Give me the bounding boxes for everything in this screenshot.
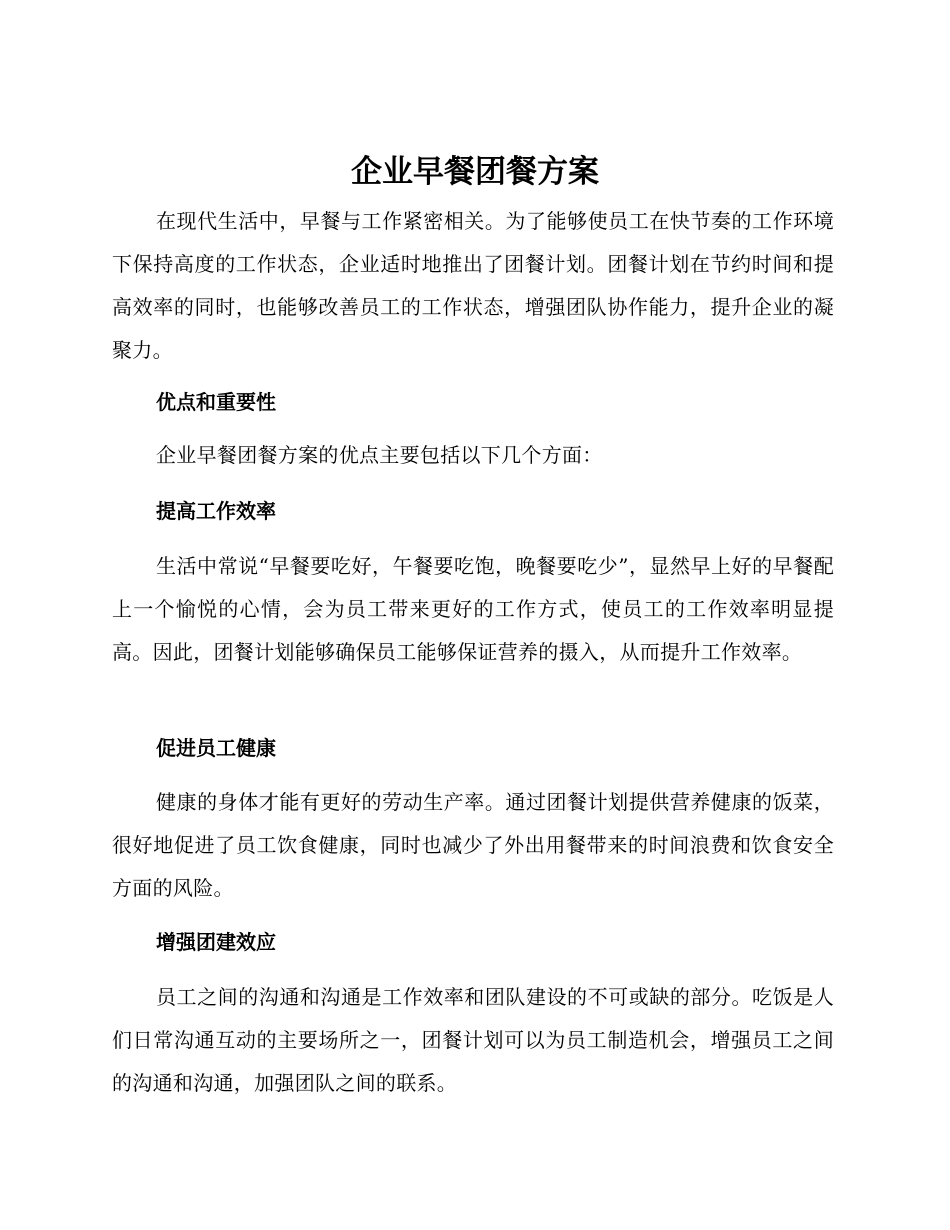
efficiency-paragraph: 生活中常说“早餐要吃好，午餐要吃饱，晚餐要吃少”，显然早上好的早餐配上一个愉悦的心情，会为员工带来更好的工作方式，使员工的工作效率明显提高。因此，团餐计划能够确保员工能够保证营养的摄入，从而提升工作效率。 — [112, 554, 834, 664]
section-heading-teambuilding: 增强团建效应 — [156, 930, 276, 954]
section-heading-efficiency: 提高工作效率 — [156, 499, 276, 523]
health-paragraph: 健康的身体才能有更好的劳动生产率。通过团餐计划提供营养健康的饭菜，很好地促进了员工饮食健康，同时也减少了外出用餐带来的时间浪费和饮食安全方面的风险。 — [112, 790, 834, 900]
document-title: 企业早餐团餐方案 — [351, 154, 599, 190]
intro-paragraph: 在现代生活中，早餐与工作紧密相关。为了能够使员工在快节奏的工作环境下保持高度的工作状态，企业适时地推出了团餐计划。团餐计划在节约时间和提高效率的同时，也能够改善员工的工作状态，增强团队协作能力，提升企业的凝聚力。 — [112, 209, 834, 362]
section-heading-health: 促进员工健康 — [156, 736, 276, 760]
advantages-paragraph: 企业早餐团餐方案的优点主要包括以下几个方面： — [156, 443, 603, 467]
teambuilding-paragraph: 员工之间的沟通和沟通是工作效率和团队建设的不可或缺的部分。吃饭是人们日常沟通互动的主要场所之一，团餐计划可以为员工制造机会，增强员工之间的沟通和沟通，加强团队之间的联系。 — [112, 985, 834, 1095]
section-heading-advantages: 优点和重要性 — [156, 390, 276, 414]
